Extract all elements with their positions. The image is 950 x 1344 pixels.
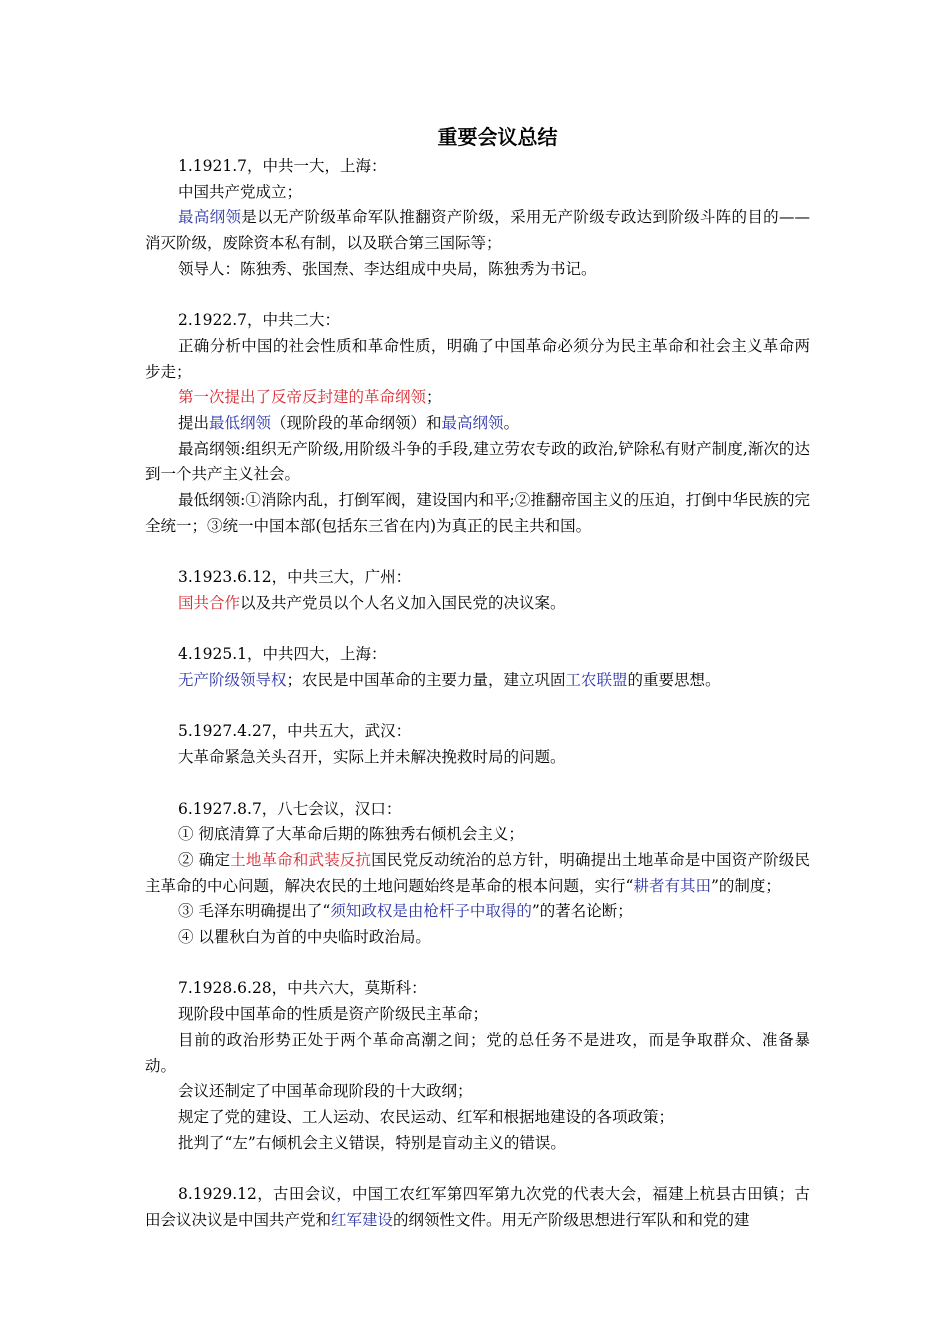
s2-max-keyword: 最高纲领 [441,414,504,433]
s2-min-keyword: 最低纲领 [209,414,272,433]
s8-keyword: 红军建设 [331,1210,394,1229]
s2-first-program: 第一次提出了反帝反封建的革命纲领； [178,388,442,407]
s5-text: 大革命紧急关头召开，实际上并未解决挽救时局的问题。 [178,748,566,767]
s7-line-2: 目前的政治形势正处于两个革命高潮之间；党的总任务不是进攻，而是争取群众、准备暴动。 [145,1030,810,1075]
s6-item-4: ④ 以瞿秋白为首的中央临时政治局。 [178,928,431,947]
s2-raise: 提出最低纲领（现阶段的革命纲领）和最高纲领。 [178,414,520,433]
s4-keyword-2: 工农联盟 [565,671,628,690]
s2-analysis: 正确分析中国的社会性质和革命性质，明确了中国革命必须分为民主革命和社会主义革命两步走； [145,336,810,381]
s6-keyword-land-revolution: 土地革命和武装反抗 [230,850,372,869]
s6-item-3: ③ 毛泽东明确提出了“须知政权是由枪杆子中取得的”的著名论断； [178,902,633,921]
s3-text: 国共合作以及共产党员以个人名义加入国民党的决议案。 [178,593,566,612]
s8-text: 8.1929.12，古田会议，中国工农红军第四军第九次党的代表大会，福建上杭县古田镇；古田会议决议是中国共产党和红军建设的纲领性文件。用无产阶级思想进行军队和和党的建 [145,1185,810,1229]
s1-program [145,205,810,256]
s2-min-definition: 最低纲领:①消除内乱，打倒军阀，建设国内和平;②推翻帝国主义的压迫，打倒中华民族的完全统一；③统一中国本部(包括东三省在内)为真正的民主共和国。 [145,491,810,535]
s6-heading: 6.1927.8.7，八七会议，汉口： [178,799,402,818]
page-title: 重要会议总结 [437,125,558,149]
s6-keyword-land-to-tiller: 耕者有其田 [633,876,711,895]
s7-line-3: 会议还制定了中国革命现阶段的十大政纲； [178,1082,473,1101]
s2-max-definition: 最高纲领:组织无产阶级,用阶级斗争的手段,建立劳农专政的政治,铲除私有财产制度,渐次的达到一个共产主义社会。 [145,439,810,484]
s7-line-1: 现阶段中国革命的性质是资产阶级民主革命； [178,1005,489,1024]
document-page [145,120,810,1233]
s2-first-keyword: 第一次提出了反帝反封建的革命纲领 [178,388,427,407]
s7-heading: 7.1928.6.28，中共六大，莫斯科： [178,979,427,998]
s4-text: 无产阶级领导权；农民是中国革命的主要力量，建立巩固工农联盟的重要思想。 [178,671,721,690]
s6-item-1: ① 彻底清算了大革命后期的陈独秀右倾机会主义； [178,825,524,844]
s3-keyword: 国共合作 [178,593,241,612]
s3-heading: 3.1923.6.12，中共三大，广州： [178,568,412,587]
s6-item-2: ② 确定土地革命和武装反抗国民党反动统治的总方针，明确提出土地革命是中国资产阶级民主革命的中心问题，解决农民的土地问题始终是革命的根本问题，实行“耕者有其田”的制度； [145,850,810,895]
s4-keyword-1: 无产阶级领导权 [178,671,287,690]
s6-keyword-quote: 须知政权是由枪杆子中取得的 [330,902,532,921]
s2-heading: 2.1922.7，中共二大： [178,311,341,330]
s1-founding: 中国共产党成立； [178,182,303,201]
s7-line-4: 规定了党的建设、工人运动、农民运动、红军和根据地建设的各项政策； [178,1107,675,1126]
s1-program-keyword: 最高纲领 [178,208,242,227]
s5-heading: 5.1927.4.27，中共五大，武汉： [178,722,412,741]
s1-heading: 1.1921.7，中共一大，上海： [178,157,387,175]
s7-line-5: 批判了“左”右倾机会主义错误，特别是盲动主义的错误。 [178,1133,566,1152]
s4-heading: 4.1925.1，中共四大，上海： [178,645,387,664]
s1-leaders: 领导人：陈独秀、张国焘、李达组成中央局，陈独秀为书记。 [178,259,597,278]
s1-program-text: 是以无产阶级革命军队推翻资产阶级，采用无产阶级专政达到阶级斗阵的目的——消灭阶级，废除资本私有制，以及联合第三国际等； [145,208,810,253]
